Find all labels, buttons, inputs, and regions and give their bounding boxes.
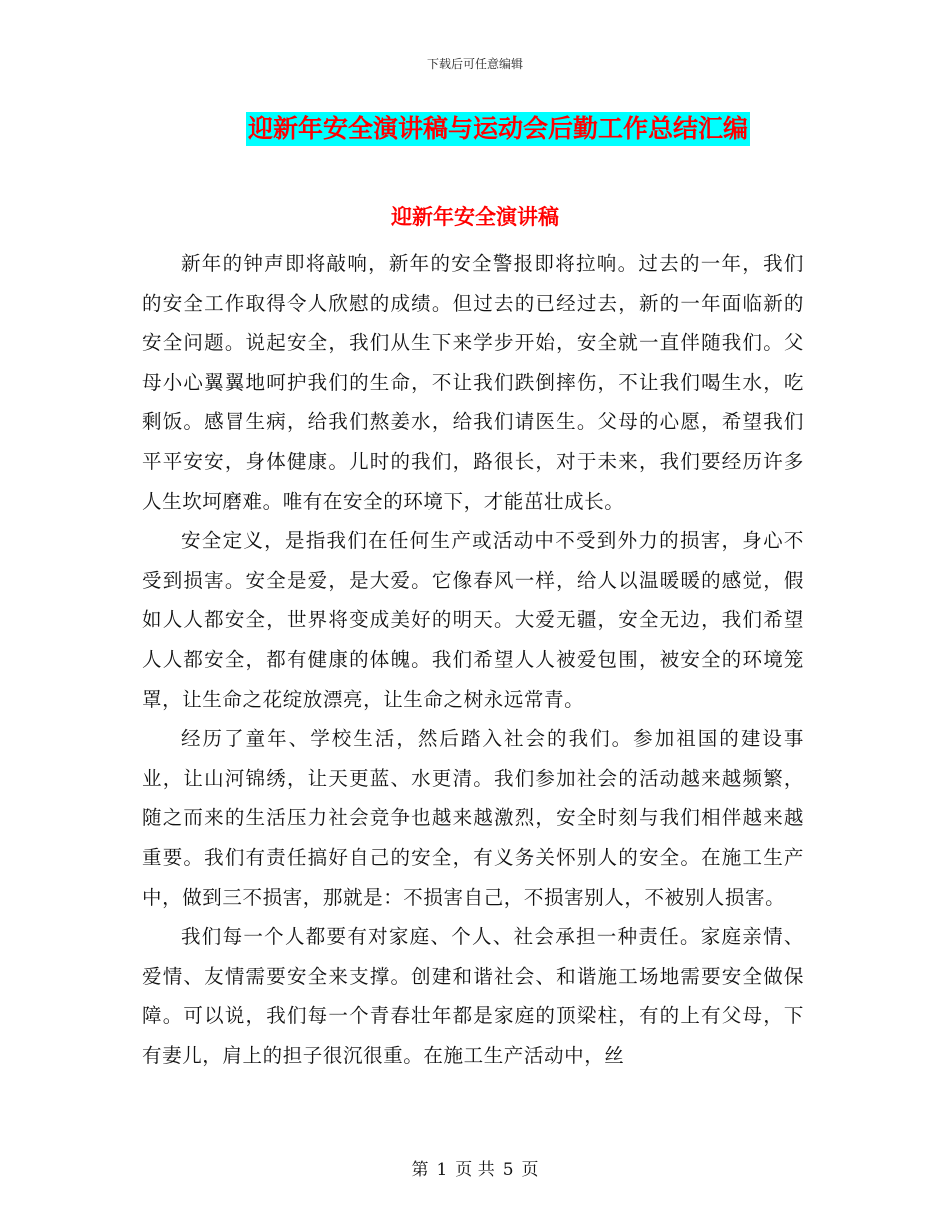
page-number: 1 bbox=[436, 1160, 448, 1180]
section-title: 迎新年安全演讲稿 bbox=[391, 204, 559, 229]
footer-prefix: 第 bbox=[411, 1160, 429, 1180]
footer-middle: 页 共 bbox=[455, 1160, 495, 1180]
body-text bbox=[142, 244, 804, 1075]
main-title: 迎新年安全演讲稿与运动会后勤工作总结汇编 bbox=[246, 112, 750, 146]
header-note: 下载后可任意编辑 bbox=[426, 57, 523, 71]
footer-suffix: 页 bbox=[521, 1160, 539, 1180]
paragraph: 经历了童年、学校生活，然后踏入社会的我们。参加祖国的建设事业，让山河锦绣，让天更蓝、水更清。我们参加社会的活动越来越频繁，随之而来的生活压力社会竞争也越来越激烈，安全时刻与我们相伴越来越重要。我们有责任搞好自己的安全，有义务关怀别人的安全。在施工生产中，做到三不损害，那就是：不损害自己，不损害别人，不被别人损害。 bbox=[142, 727, 804, 909]
main-title-container bbox=[0, 112, 950, 146]
page-total: 5 bbox=[502, 1160, 514, 1180]
paragraph: 新年的钟声即将敲响，新年的安全警报即将拉响。过去的一年，我们的安全工作取得令人欣慰的成绩。但过去的已经过去，新的一年面临新的安全问题。说起安全，我们从生下来学步开始，安全就一直伴随我们。父母小心翼翼地呵护我们的生命，不让我们跌倒摔伤，不让我们喝生水，吃剩饭。感冒生病，给我们熬姜水，给我们请医生。父母的心愿，希望我们平平安安，身体健康。儿时的我们，路很长，对于未来，我们要经历许多人生坎坷磨难。唯有在安全的环境下，才能茁壮成长。 bbox=[142, 252, 804, 513]
page-footer bbox=[0, 1155, 950, 1180]
paragraph: 安全定义，是指我们在任何生产或活动中不受到外力的损害，身心不受到损害。安全是爱，是大爱。它像春风一样，给人以温暖暖的感觉，假如人人都安全，世界将变成美好的明天。大爱无疆，安全无边，我们希望人人都安全，都有健康的体魄。我们希望人人被爱包围，被安全的环境笼罩，让生命之花绽放漂亮，让生命之树永远常青。 bbox=[142, 529, 804, 711]
paragraph: 我们每一个人都要有对家庭、个人、社会承担一种责任。家庭亲情、爱情、友情需要安全来支撑。创建和谐社会、和谐施工场地需要安全做保障。可以说，我们每一个青春壮年都是家庭的顶梁柱，有的上有父母，下有妻儿，肩上的担子很沉很重。在施工生产活动中，丝 bbox=[142, 925, 804, 1067]
